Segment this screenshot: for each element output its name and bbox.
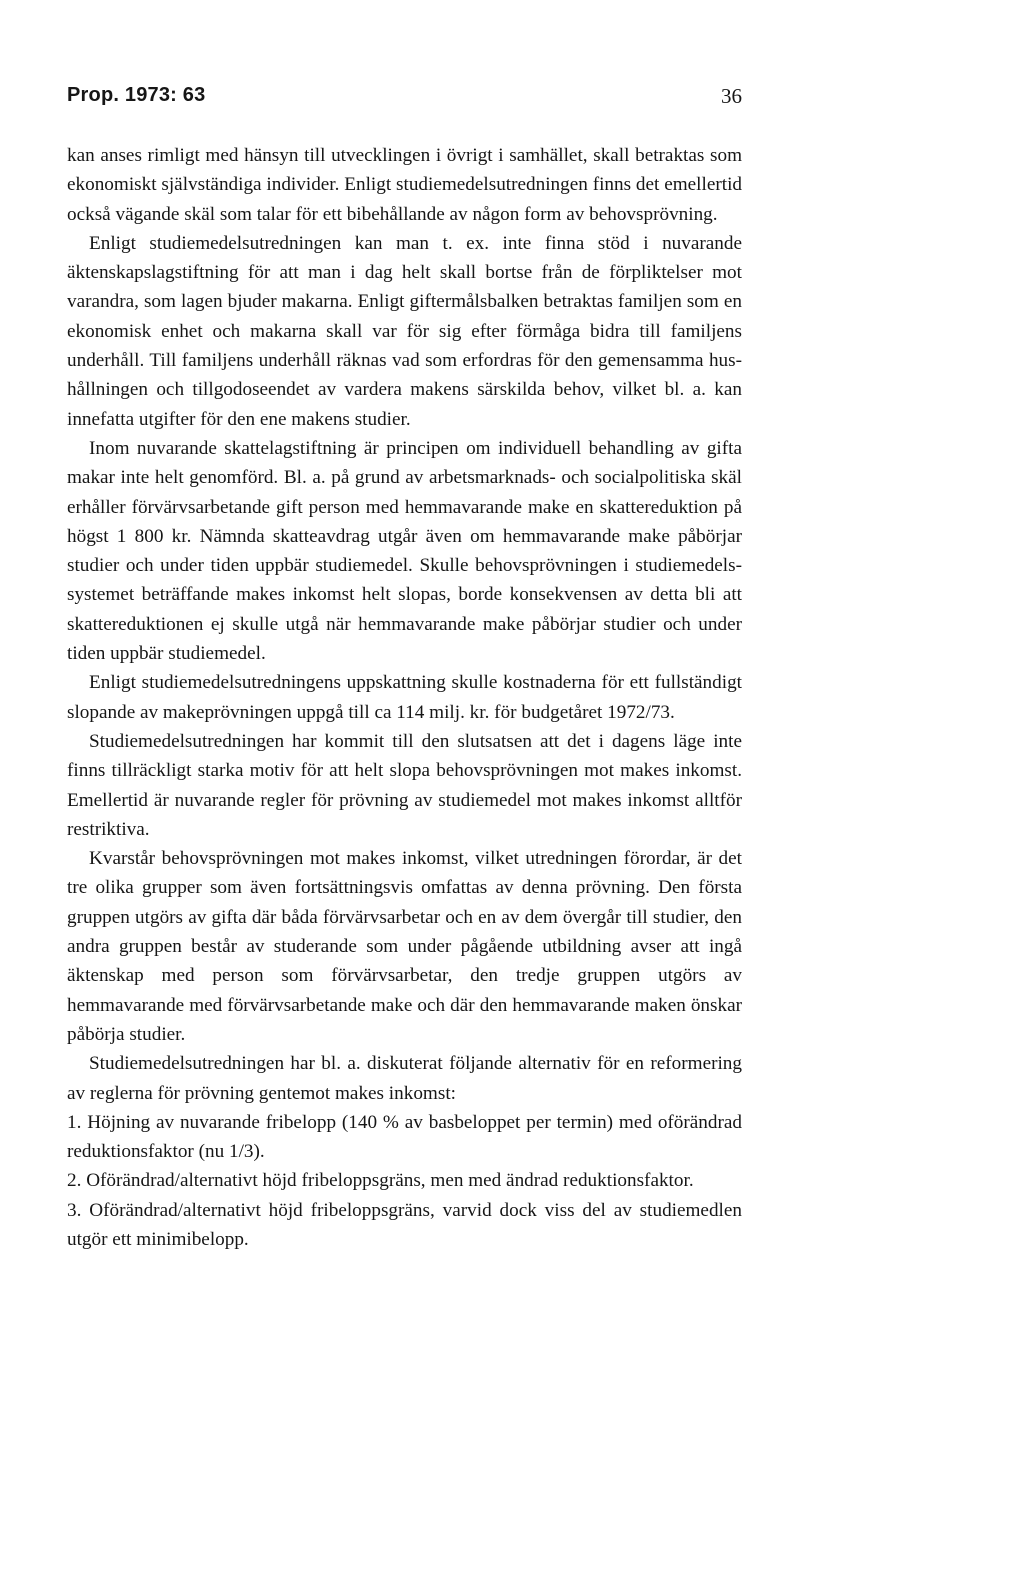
document-page (67, 84, 742, 1254)
paragraph-2: Enligt studiemedelsutredningen kan man t. ex. inte finna stöd i nuvarande äktenskapslagstiftning för att man i dag helt skall bortse från de förpliktelser mot varandra, som lagen bjuder makarna. Enligt giftermålsbalken betraktas familjen som en ekonomisk enhet och makarna skall var för sig efter förmåga bidra till familjens underhåll. Till familjens underhåll räknas vad som erfordras för den gemensamma hushållningen och tillgodoseendet av vardera makens särskilda behov, vilket bl. a. kan innefatta utgifter för den ene makens studier. (67, 232, 742, 430)
paragraph-7: Studiemedelsutredningen har bl. a. diskuterat följande alternativ för en reformering av reglerna för prövning gentemot makes inkomst: (67, 1053, 742, 1104)
page-number: 36 (721, 84, 742, 108)
running-title: Prop. 1973: 63 (67, 84, 206, 106)
body-text (67, 141, 742, 1254)
paragraph-1: kan anses rimligt med hänsyn till utvecklingen i övrigt i samhället, skall betraktas som ekonomiskt självständiga individer. Enligt studiemedelsutredningen finns det emellertid också vägande skäl som talar för ett bibehållande av någon form av behovsprövning. (67, 145, 742, 225)
list-item-2: 2. Oförändrad/alternativt höjd fribeloppsgräns, men med ändrad reduktionsfaktor. (67, 1170, 694, 1192)
paragraph-5: Studiemedelsutredningen har kommit till den slutsatsen att det i dagens läge inte finns tillräckligt starka motiv för att helt slopa behovsprövningen mot makes inkomst. Emellertid är nuvarande regler för prövning av studiemedel mot makes inkomst alltför restriktiva. (67, 730, 742, 840)
paragraph-4: Enligt studiemedelsutredningens uppskattning skulle kostnaderna för ett fullständigt slopande av makeprövningen uppgå till ca 114 milj. kr. för budgetåret 1972/73. (67, 672, 742, 723)
list-item-3: 3. Oförändrad/alternativt höjd fribeloppsgräns, varvid dock viss del av studiemedlen utgör ett minimibelopp. (67, 1199, 742, 1250)
paragraph-6: Kvarstår behovsprövningen mot makes inkomst, vilket utredningen förordar, är det tre olika grupper som även fortsättningsvis omfattas av denna prövning. Den första gruppen utgörs av gifta där båda förvärvsarbetar och en av dem övergår till studier, den andra gruppen består av studerande som under pågående utbildning avser att ingå äktenskap med person som förvärvsarbetar, den tredje gruppen utgörs av hemmavarande med förvärvsarbetande make och där den hemmavarande maken önskar påbörja studier. (67, 848, 742, 1045)
paragraph-3: Inom nuvarande skattelagstiftning är principen om individuell behandling av gifta makar inte helt genomförd. Bl. a. på grund av arbetsmarknads- och socialpolitiska skäl erhåller förvärvsarbetande gift person med hemmavarande make en skattereduktion på högst 1 800 kr. Nämnda skatteavdrag utgår även om hemmavarande make påbörjar studier och under tiden uppbär studiemedel. Skulle behovsprövningen i studiemedelssystemet beträffande makes inkomst helt slopas, borde konsekvensen av detta bli att skattereduktionen ej skulle utgå när hemmavarande make påbörjar studier och under tiden uppbär studiemedel. (67, 437, 742, 665)
list-item-1: 1. Höjning av nuvarande fribelopp (140 % av basbeloppet per termin) med oförändrad reduktionsfaktor (nu 1/3). (67, 1111, 742, 1163)
page-header (67, 84, 742, 124)
